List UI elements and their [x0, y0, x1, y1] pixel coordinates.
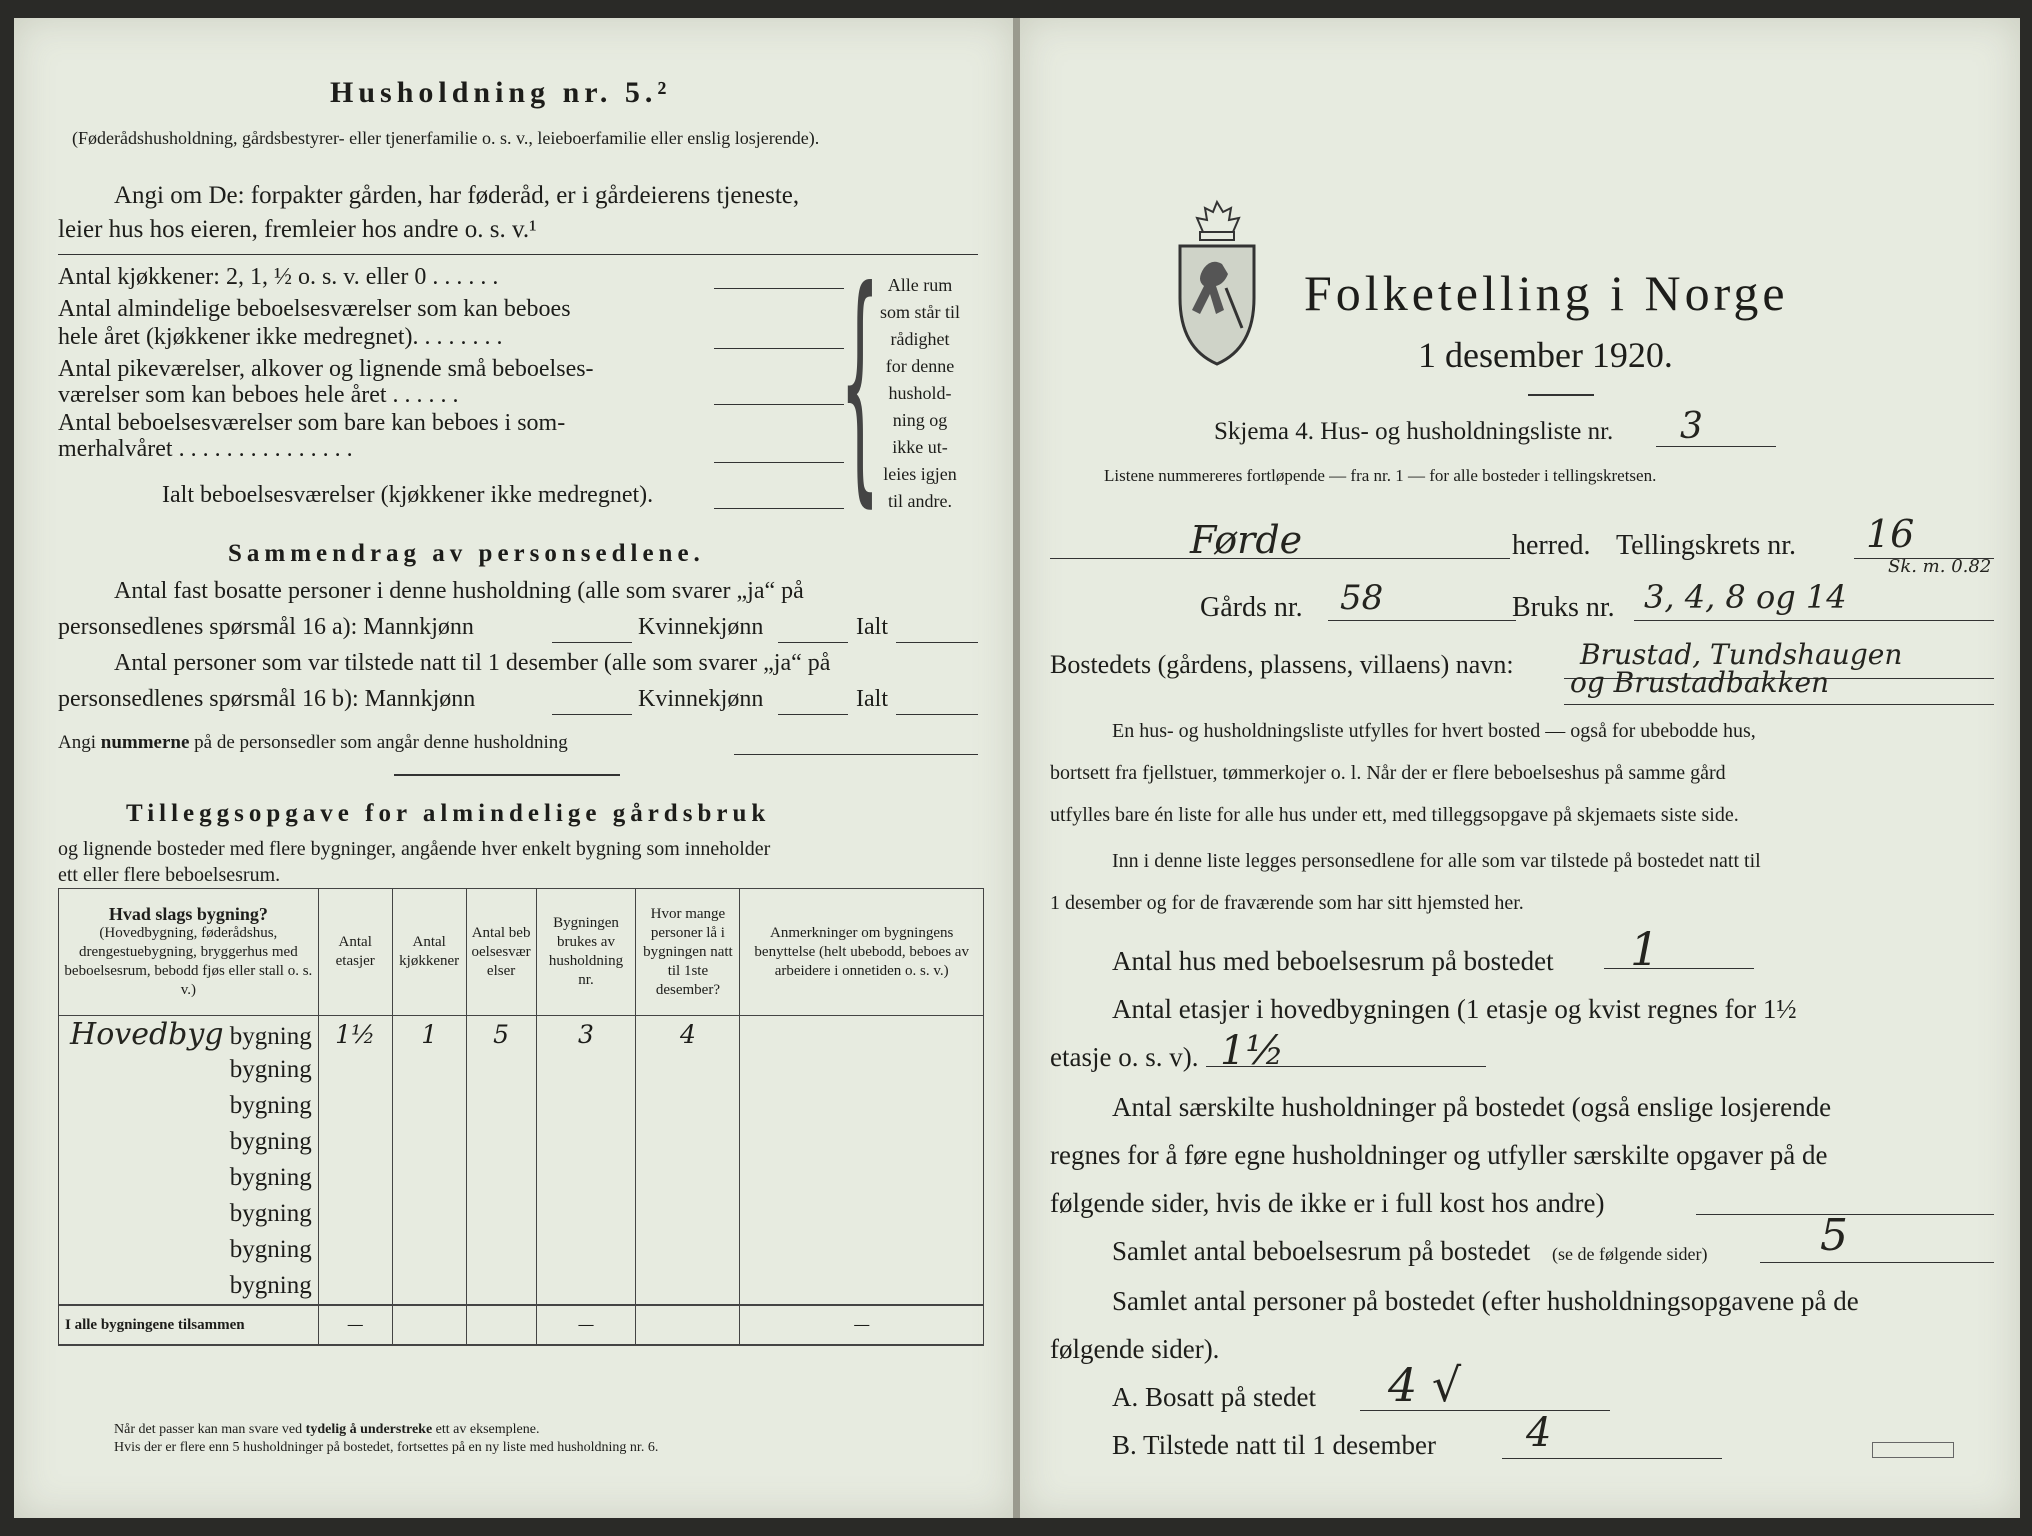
- q-floors-2: etasje o. s. v).: [1050, 1042, 1199, 1072]
- footnote-1: Når det passer kan man svare ved tydelig å understreke ett av eksemplene.: [114, 1422, 540, 1437]
- schema-line: Skjema 4. Hus- og husholdningsliste nr.: [1214, 418, 1614, 445]
- q-households-3: følgende sider, hvis de ikke er i full kost hos andre): [1050, 1188, 1605, 1218]
- tellingskrets-label: Tellingskrets nr.: [1616, 530, 1797, 561]
- rooms-total: Ialt beboelsesværelser (kjøkkener ikke medregnet).: [162, 482, 654, 508]
- summary-ialt-2: Ialt: [856, 686, 888, 712]
- bosted-label: Bostedets (gårdens, plassens, villaens) navn:: [1050, 650, 1514, 679]
- summary-title: Sammendrag av personsedlene.: [228, 540, 705, 567]
- bruks-label: Bruks nr.: [1512, 592, 1615, 623]
- bosted-value-2: og Brustadbakken: [1570, 666, 1830, 699]
- summary-line-3: Antal personer som var tilstede natt til 1 desember (alle som svarer „ja“ på: [114, 650, 831, 676]
- q-rooms-note: (se de følgende sider): [1552, 1244, 1708, 1264]
- tellingskrets-value: 16: [1866, 512, 1915, 556]
- header-floors: Antal etasjer: [318, 889, 392, 1016]
- left-page: [14, 18, 1014, 1518]
- bruks-value: 3, 4, 8 og 14: [1644, 578, 1847, 616]
- info-line-4: Inn i denne liste legges personsedlene for alle som var tilstede på bostedet natt til: [1112, 850, 1761, 872]
- table-row: bygning: [59, 1268, 984, 1305]
- instruction-line-2: leier hus hos eieren, fremleier hos andre o. s. v.¹: [58, 216, 537, 243]
- info-line-3: utfylles bare én liste for alle hus under ett, med tilleggsopgave på skjemaets siste side.: [1050, 804, 1739, 826]
- present-value: 4: [1526, 1410, 1552, 1456]
- q-persons-2: følgende sider).: [1050, 1334, 1220, 1364]
- header-kitchens: Antal kjøkkener: [392, 889, 466, 1016]
- supplement-title: Tilleggsopgave for almindelige gårdsbruk: [126, 800, 771, 827]
- total-label: I alle bygningene tilsammen: [59, 1305, 319, 1345]
- q-households-1: Antal særskilte husholdninger på bostedet (også enslige losjerende: [1112, 1092, 1832, 1122]
- instruction-line-1: Angi om De: forpakter gården, har føderåd, er i gårdeierens tjeneste,: [114, 182, 800, 209]
- summary-line-2: personsedlenes spørsmål 16 a): Mannkjønn: [58, 614, 474, 640]
- header-household: Bygningen brukes av husholdning nr.: [536, 889, 636, 1016]
- table-row: bygning: [59, 1052, 984, 1088]
- header-remarks: Anmerkninger om bygningens benyttelse (helt ubebodd, beboes av arbeidere i onnetiden o. s. v.): [740, 889, 984, 1016]
- rooms-ordinary-cont: hele året (kjøkkener ikke medregnet). . . . . . . .: [58, 324, 503, 350]
- q-houses-value: 1: [1630, 922, 1660, 976]
- q-floors-1: Antal etasjer i hovedbygningen (1 etasje og kvist regnes for 1½: [1112, 994, 1797, 1024]
- row-kitchens: 1: [392, 1016, 466, 1053]
- printer-stamp: [1872, 1442, 1954, 1458]
- list-number: 3: [1680, 406, 1703, 447]
- rooms-maids: Antal pikeværelser, alkover og lignende små beboelses-: [58, 356, 594, 382]
- side-note: Alle rum som står til rådighet for denne hushold- ning og ikke ut- leies igjen til andre.: [880, 275, 960, 511]
- table-row: bygning: [59, 1196, 984, 1232]
- header-persons: Hvor mange personer lå i bygningen natt til 1ste desember?: [636, 889, 740, 1016]
- q-rooms: Samlet antal beboelsesrum på bostedet: [1112, 1236, 1531, 1266]
- summary-ialt-1: Ialt: [856, 614, 888, 640]
- table-header: [59, 889, 984, 1016]
- summary-kvinne-1: Kvinnekjønn: [638, 614, 764, 640]
- row-floors: 1½: [318, 1016, 392, 1053]
- q-households-2: regnes for å føre egne husholdninger og utfyller særskilte opgaver på de: [1050, 1140, 1828, 1170]
- rooms-summer-cont: merhalvåret . . . . . . . . . . . . . . .: [58, 436, 353, 462]
- buildings-table: [58, 888, 984, 1346]
- table-row: bygning: [59, 1160, 984, 1196]
- gards-value: 58: [1340, 578, 1384, 618]
- supplement-line-2: ett eller flere beboelsesrum.: [58, 864, 281, 886]
- rooms-ordinary: Antal almindelige beboelsesværelser som kan beboes: [58, 296, 571, 322]
- summary-kvinne-2: Kvinnekjønn: [638, 686, 764, 712]
- numbering-note: Listene nummereres fortløpende — fra nr. 1 — for alle bosteder i tellingskretsen.: [1104, 466, 1657, 485]
- table-total-row: I alle bygningene tilsammen — — —: [59, 1305, 984, 1345]
- rooms-maids-cont: værelser som kan beboes hele året . . . . . .: [58, 382, 459, 408]
- census-date: 1 desember 1920.: [1418, 335, 1673, 375]
- footnote-2: Hvis der er flere enn 5 husholdninger på bostedet, fortsettes på en ny liste med husholdning nr. 6.: [114, 1440, 659, 1455]
- info-line-2: bortsett fra fjellstuer, tømmerkojer o. l. Når der er flere beboelseshus på samme gård: [1050, 762, 1726, 784]
- header-building-type: Hvad slags bygning? (Hovedbygning, føderådshus, drengestuebygning, bryggerhus med beboelsesrum, bebodd fjøs eller stall o. s. v.): [59, 889, 319, 1016]
- table-row: bygning: [59, 1232, 984, 1268]
- resident-label: A. Bosatt på stedet: [1112, 1382, 1316, 1412]
- table-row: bygning: [59, 1124, 984, 1160]
- rooms-summer: Antal beboelsesværelser som bare kan beboes i som-: [58, 410, 566, 436]
- angi-line: Angi nummerne på de personsedler som angår denne husholdning: [58, 732, 568, 753]
- herred-value: Førde: [1190, 518, 1303, 562]
- header-rooms: Antal beboelsesværelser: [466, 889, 536, 1016]
- gards-label: Gårds nr.: [1200, 592, 1303, 623]
- tellingskrets-note: Sk. m. 0.82: [1888, 556, 1992, 577]
- table-row: bygning: [59, 1088, 984, 1124]
- q-floors-value: 1½: [1220, 1028, 1285, 1074]
- present-label: B. Tilstede natt til 1 desember: [1112, 1430, 1436, 1460]
- row-household: 3: [536, 1016, 636, 1053]
- info-line-5: 1 desember og for de fraværende som har sitt hjemsted her.: [1050, 892, 1524, 914]
- coat-of-arms-icon: [1170, 198, 1264, 368]
- q-rooms-value: 5: [1820, 1210, 1848, 1261]
- household-subtitle: (Føderådshusholdning, gårdsbestyrer- eller tjenerfamilie o. s. v., leieboerfamilie eller enslig losjerende).: [72, 128, 820, 148]
- row-building-type: Hovedbyg: [70, 1016, 224, 1052]
- household-title: Husholdning nr. 5.²: [330, 76, 672, 109]
- summary-line-4: personsedlenes spørsmål 16 b): Mannkjønn: [58, 686, 476, 712]
- rooms-kitchens: Antal kjøkkener: 2, 1, ½ o. s. v. eller 0 . . . . . .: [58, 264, 499, 290]
- right-page: [1020, 18, 2020, 1518]
- summary-line-1: Antal fast bosatte personer i denne husholdning (alle som svarer „ja“ på: [114, 578, 804, 604]
- row-persons: 4: [636, 1016, 740, 1053]
- brace: {: [840, 237, 880, 528]
- row-rooms: 5: [466, 1016, 536, 1053]
- main-title: Folketelling i Norge: [1304, 265, 1789, 321]
- resident-value: 4 √: [1388, 1358, 1462, 1412]
- table-row: Hovedbyg bygning 1½ 1 5 3 4: [59, 1016, 984, 1053]
- bosted-value-1: Brustad, Tundshaugen: [1580, 638, 1903, 671]
- herred-label: herred.: [1512, 530, 1591, 561]
- supplement-line-1: og lignende bosteder med flere bygninger, angående hver enkelt bygning som inneholder: [58, 838, 771, 860]
- q-houses: Antal hus med beboelsesrum på bostedet: [1112, 946, 1554, 976]
- q-persons-1: Samlet antal personer på bostedet (efter husholdningsopgavene på de: [1112, 1286, 1859, 1316]
- info-line-1: En hus- og husholdningsliste utfylles for hvert bosted — også for ubebodde hus,: [1112, 720, 1756, 742]
